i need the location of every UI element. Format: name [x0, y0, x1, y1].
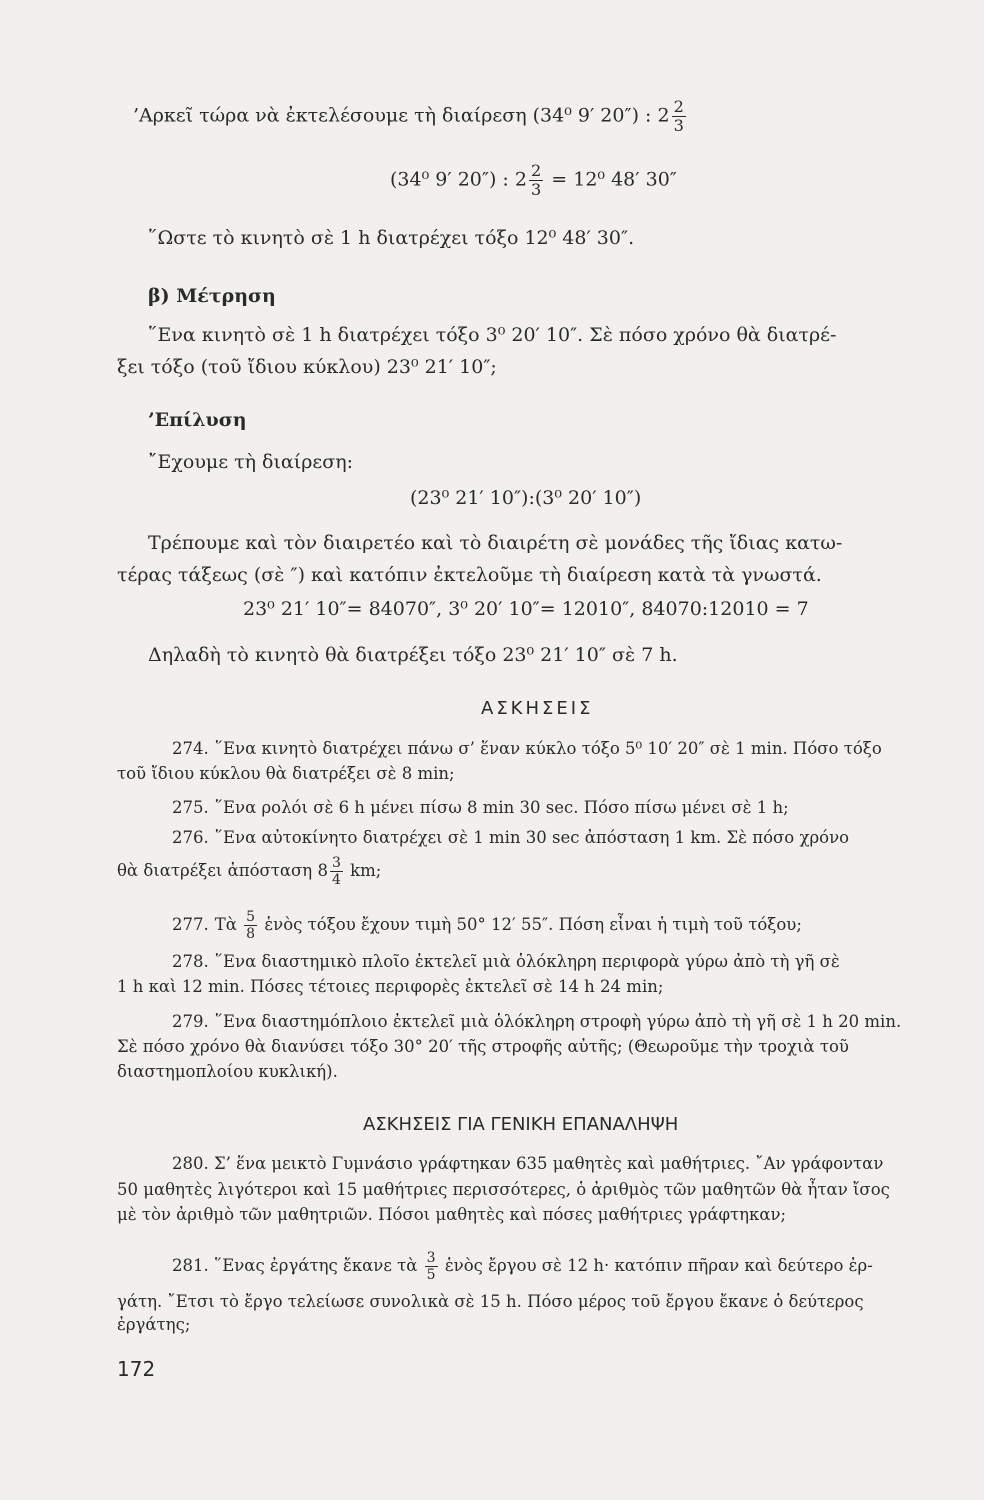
exercise-279 — [172, 1010, 901, 1034]
exercise-text: ῞Ενα αὐτοκίνητο διατρέχει σὲ 1 min 30 sec ἀπόσταση 1 km. Σὲ πόσο χρόνο — [214, 828, 850, 847]
exercise-number: 278. — [172, 952, 209, 971]
fraction — [330, 856, 343, 887]
exercise-text: διαστημοπλοίου κυκλική). — [117, 1062, 338, 1081]
exercise-number: 274. — [172, 739, 209, 758]
exercise-text: τοῦ ἴδιου κύκλου θὰ διατρέξει σὲ 8 min; — [117, 764, 455, 783]
exercise-text: γάτη. ῎Ετσι τὸ ἔργο τελείωσε συνολικὰ σὲ 15 h. Πόσο μέρος τοῦ ἔργου ἔκανε ὁ δεύτερος — [117, 1292, 864, 1311]
fraction-denominator: 5 — [426, 1267, 436, 1284]
fraction-denominator: 3 — [673, 116, 684, 136]
exercise-text: ἑνὸς τόξου ἔχουν τιμὴ 50° 12′ 55″. Πόση εἶναι ἡ τιμὴ τοῦ τόξου; — [264, 915, 802, 935]
exercise-text: km; — [350, 861, 382, 881]
solution-line: Τρέπουμε καὶ τὸν διαιρετέο καὶ τὸ διαιρέτη σὲ μονάδες τῆς ἴδιας κατω- — [148, 532, 843, 554]
solution-formula: (23⁰ 21′ 10″):(3⁰ 20′ 10″) — [410, 487, 642, 509]
fraction — [672, 99, 686, 134]
exercise-281 — [172, 1251, 873, 1282]
division-intro-line — [133, 99, 688, 134]
fraction-numerator: 2 — [673, 97, 684, 116]
fraction-denominator: 4 — [331, 872, 341, 889]
fraction-numerator: 2 — [530, 161, 542, 180]
exercise-text: θὰ διατρέξει ἀπόσταση 8 — [117, 861, 328, 881]
exercise-276 — [172, 826, 849, 850]
fraction — [529, 163, 543, 198]
exercise-text: μὲ τὸν ἀριθμὸ τῶν μαθητριῶν. Πόσοι μαθητὲς καὶ πόσες μαθήτριες γράφτηκαν; — [117, 1205, 787, 1224]
conclusion-line: ῞Ωστε τὸ κινητὸ σὲ 1 h διατρέχει τόξο 12⁰ 48′ 30″. — [148, 227, 635, 249]
solution-line: τέρας τάξεως (σὲ ″) καὶ κατόπιν ἐκτελοῦμε τὴ διαίρεση κατὰ τὰ γνωστά. — [117, 564, 822, 586]
problem-line: ξει τόξο (τοῦ ἴδιου κύκλου) 23⁰ 21′ 10″; — [117, 356, 497, 378]
exercise-text: 281. ῞Ενας ἐργάτης ἔκανε τὰ — [172, 1256, 418, 1276]
fraction — [425, 1251, 438, 1282]
solution-line: ῎Εχουμε τὴ διαίρεση: — [148, 451, 353, 473]
fraction-denominator: 3 — [530, 180, 542, 200]
problem-line: ῞Ενα κινητὸ σὲ 1 h διατρέχει τόξο 3⁰ 20′ 10″. Σὲ πόσο χρόνο θὰ διατρέ- — [148, 324, 837, 346]
division-equation — [390, 163, 677, 198]
exercise-274 — [172, 737, 882, 761]
page-number: 172 — [117, 1357, 156, 1381]
exercise-text: Σὲ πόσο χρόνο θὰ διανύσει τόξο 30° 20′ τῆς στροφῆς αὐτῆς; (Θεωροῦμε τὴν τροχιὰ τοῦ — [117, 1037, 849, 1056]
division-intro-text: ’Αρκεῖ τώρα νὰ ἐκτελέσουμε τὴ διαίρεση (34⁰ 9′ 20″) : 2 — [133, 104, 670, 127]
exercise-text: ἑνὸς ἔργου σὲ 12 h· κατόπιν πῆραν καὶ δεύτερο ἐρ- — [444, 1256, 873, 1276]
equation-left: (34⁰ 9′ 20″) : 2 — [390, 168, 527, 191]
exercise-text: ῞Ενα ρολόι σὲ 6 h μένει πίσω 8 min 30 sec. Πόσο πίσω μένει σὲ 1 h; — [214, 798, 789, 817]
fraction-numerator: 5 — [246, 909, 256, 925]
exercise-text: ῞Ενα κινητὸ διατρέχει πάνω σ’ ἕναν κύκλο τόξο 5⁰ 10′ 20″ σὲ 1 min. Πόσο τόξο — [214, 739, 882, 758]
section-title-solution: ’Επίλυση — [148, 409, 247, 431]
exercise-277 — [172, 910, 802, 941]
section-title-measurement: β) Μέτρηση — [148, 285, 276, 307]
exercise-text: 1 h καὶ 12 min. Πόσες τέτοιες περιφορὲς ἐκτελεῖ σὲ 14 h 24 min; — [117, 977, 664, 996]
exercise-number: 275. — [172, 798, 209, 817]
exercise-276-line2 — [117, 856, 381, 887]
fraction — [244, 910, 257, 941]
exercise-text: ἐργάτης; — [117, 1315, 191, 1334]
exercise-275 — [172, 796, 789, 820]
exercise-number: 276. — [172, 828, 209, 847]
exercise-text: 50 μαθητὲς λιγότεροι καὶ 15 μαθήτριες περισσότερες, ὁ ἀριθμὸς τῶν μαθητῶν θὰ ἦταν ἴσος — [117, 1180, 890, 1199]
fraction-denominator: 8 — [246, 926, 256, 943]
exercises-heading: ΑΣΚΗΣΕΙΣ — [481, 698, 594, 719]
fraction-numerator: 3 — [426, 1250, 436, 1266]
fraction-numerator: 3 — [331, 855, 341, 871]
exercise-text: Τὰ — [214, 915, 237, 935]
equation-right: = 12⁰ 48′ 30″ — [551, 168, 677, 191]
exercise-text: ῞Ενα διαστημόπλοιο ἐκτελεῖ μιὰ ὁλόκληρη στροφὴ γύρω ἀπὸ τὴ γῆ σὲ 1 h 20 min. — [214, 1012, 902, 1031]
exercise-text: ῞Ενα διαστημικὸ πλοῖο ἐκτελεῖ μιὰ ὁλόκληρη περιφορὰ γύρω ἀπὸ τὴ γῆ σὲ — [214, 952, 840, 971]
exercise-278 — [172, 950, 840, 974]
solution-result: Δηλαδὴ τὸ κινητὸ θὰ διατρέξει τόξο 23⁰ 21′ 10″ σὲ 7 h. — [148, 644, 678, 666]
exercise-number: 279. — [172, 1012, 209, 1031]
review-heading: ΑΣΚΗΣΕΙΣ ΓΙΑ ΓΕΝΙΚΗ ΕΠΑΝΑΛΗΨΗ — [363, 1114, 679, 1135]
exercise-number: 277. — [172, 915, 209, 935]
solution-computation: 23⁰ 21′ 10″= 84070″, 3⁰ 20′ 10″= 12010″, 84070:12010 = 7 — [243, 598, 809, 620]
exercise-280: 280. Σ’ ἕνα μεικτὸ Γυμνάσιο γράφτηκαν 635 μαθητὲς καὶ μαθήτριες. ῎Αν γράφονταν — [172, 1154, 884, 1173]
